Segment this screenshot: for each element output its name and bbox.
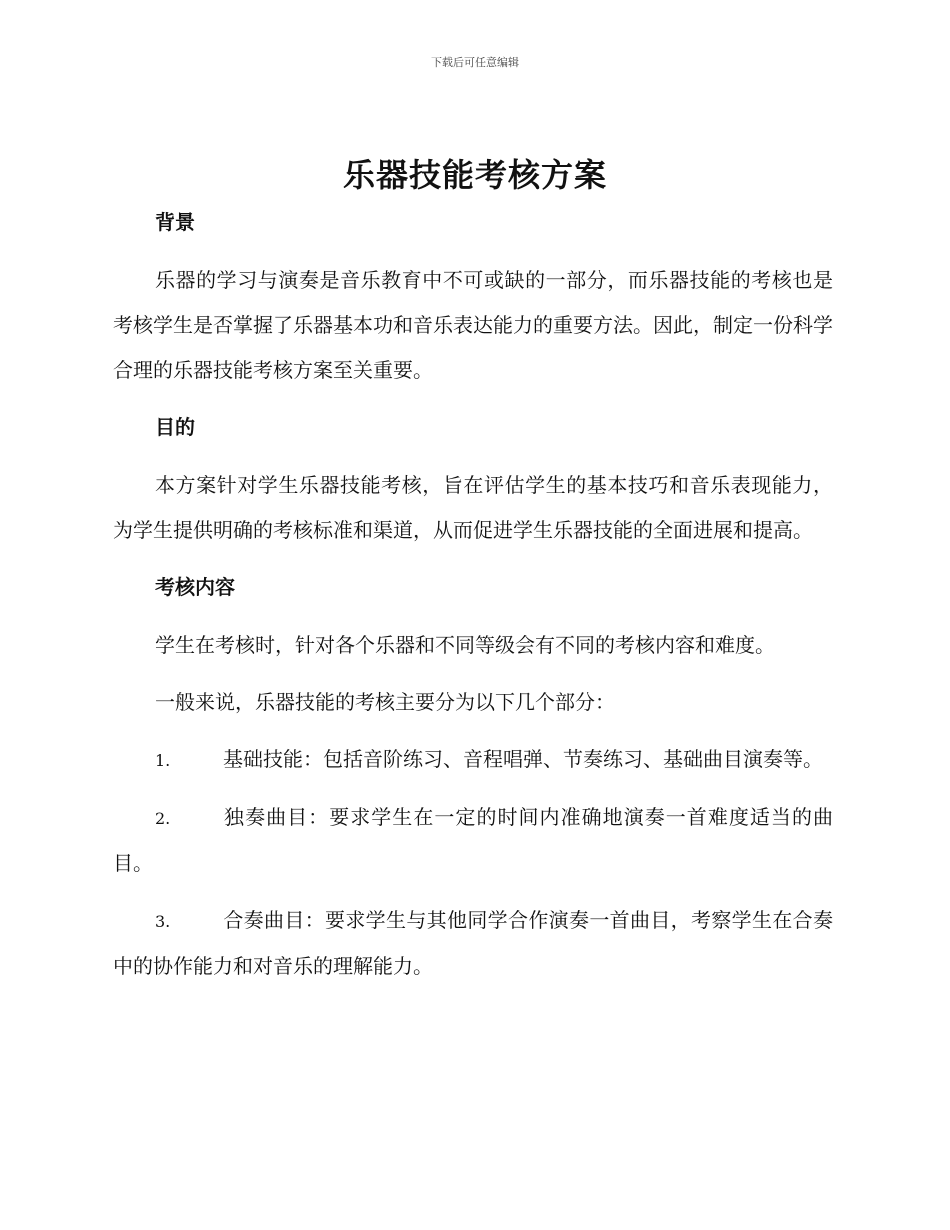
list-item (113, 898, 833, 989)
list-item (113, 737, 833, 783)
list-item-text: 独奏曲目：要求学生在一定的时间内准确地演奏一首难度适当的曲目。 (113, 805, 833, 875)
document-title: 乐器技能考核方案 (342, 156, 607, 194)
background-paragraph: 乐器的学习与演奏是音乐教育中不可或缺的一部分，而乐器技能的考核也是考核学生是否掌握了乐器基本功和音乐表达能力的重要方法。因此，制定一份科学合理的乐器技能考核方案至关重要。 (113, 268, 833, 382)
list-item (113, 795, 833, 886)
section-heading-content: 考核内容 (155, 575, 235, 599)
section-heading-purpose: 目的 (155, 415, 195, 439)
document-body (113, 200, 833, 1001)
list-item-text: 基础技能：包括音阶练习、音程唱弹、节奏练习、基础曲目演奏等。 (223, 747, 823, 771)
list-item-text: 合奏曲目：要求学生与其他同学合作演奏一首曲目，考察学生在合奏中的协作能力和对音乐的理解能力。 (113, 908, 833, 978)
list-number: 2. (155, 809, 171, 828)
content-paragraph-1: 学生在考核时，针对各个乐器和不同等级会有不同的考核内容和难度。 (155, 633, 775, 657)
section-heading-background: 背景 (155, 210, 195, 234)
content-paragraph-2: 一般来说，乐器技能的考核主要分为以下几个部分： (155, 690, 615, 714)
list-number: 1. (155, 751, 171, 770)
list-number: 3. (155, 912, 171, 931)
header-note: 下载后可任意编辑 (431, 56, 519, 69)
purpose-paragraph: 本方案针对学生乐器技能考核，旨在评估学生的基本技巧和音乐表现能力，为学生提供明确的考核标准和渠道，从而促进学生乐器技能的全面进展和提高。 (113, 473, 833, 542)
